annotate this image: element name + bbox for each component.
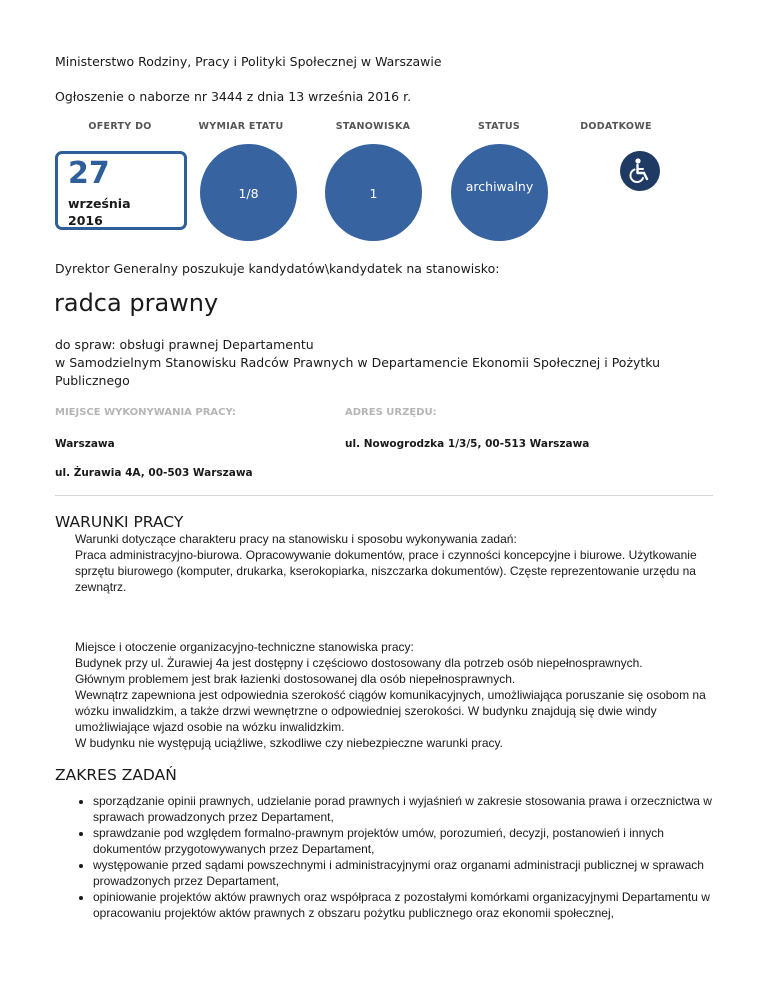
notice-number: Ogłoszenie o naborze nr 3444 z dnia 13 września 2016 r. bbox=[55, 89, 412, 104]
deadline-day: 27 bbox=[68, 156, 110, 191]
conditions-title: WARUNKI PRACY bbox=[55, 513, 184, 531]
office-address: ul. Nowogrodzka 1/3/5, 00-513 Warszawa bbox=[345, 438, 590, 450]
header-offers-until: OFERTY DO bbox=[88, 121, 152, 132]
job-title: radca prawny bbox=[54, 289, 219, 317]
header-additional: DODATKOWE bbox=[580, 121, 652, 132]
positions-count: 1 bbox=[369, 186, 378, 201]
deadline-year: 2016 bbox=[68, 213, 103, 228]
section-divider bbox=[55, 495, 713, 496]
conditions-p2-line-2: Budynek przy ul. Żurawiej 4a jest dostępny i częściowo dostosowany dla potrzeb osób niepełnosprawnych. bbox=[75, 656, 643, 670]
list-item: • występowanie przed sądami powszechnymi i administracyjnymi oraz organami administracji publicznej w sprawach prowadzonych przez Departament, bbox=[93, 857, 733, 889]
list-item: • sporządzanie opinii prawnych, udzielanie porad prawnych i wyjaśnień w zakresie stosowania prawa i orzecznictwa w sprawach prowadzonych przez Departament, bbox=[93, 793, 733, 825]
conditions-paragraph-2 bbox=[75, 639, 715, 751]
workplace-city: Warszawa bbox=[55, 438, 115, 450]
tasks-title: ZAKRES ZADAŃ bbox=[55, 766, 177, 784]
conditions-p1-line-1: Warunki dotyczące charakteru pracy na stanowisku i sposobu wykonywania zadań: bbox=[75, 532, 517, 546]
job-scope-line-2: w Samodzielnym Stanowisku Radców Prawnych w Departamencie Ekonomii Społecznej i Pożytku Publicznego bbox=[55, 355, 661, 388]
list-item: • opiniowanie projektów aktów prawnych oraz współpraca z pozostałymi komórkami organizacyjnymi Departamentu w opracowaniu projektów aktów prawnych z obszaru pożytku publicznego oraz ekonomii społecznej, bbox=[93, 889, 733, 921]
employment-fraction: 1/8 bbox=[238, 186, 259, 201]
job-scope-line-1: do spraw: obsługi prawnej Departamentu bbox=[55, 337, 314, 352]
conditions-p2-line-1: Miejsce i otoczenie organizacyjno-techniczne stanowiska pracy: bbox=[75, 640, 414, 654]
deadline-month: września bbox=[68, 196, 131, 211]
conditions-paragraph-1 bbox=[75, 531, 715, 595]
deadline-box bbox=[55, 151, 187, 230]
conditions-p2-line-3: Głównym problemem jest brak łazienki dostosowanej dla osób niepełnosprawnych. bbox=[75, 672, 516, 686]
tasks-list bbox=[75, 793, 733, 921]
conditions-p1-line-2: Praca administracyjno-biurowa. Opracowywanie dokumentów, prace i czynności koncepcyjne i biurowe. Użytkowanie sprzętu biurowego (komputer, drukarka, kserokopiarka, niszczarka dokumentów). Częste reprezentowanie urzędu na zewnątrz. bbox=[75, 548, 697, 594]
wheelchair-accessibility-icon bbox=[620, 151, 660, 191]
positions-circle bbox=[325, 144, 422, 241]
organization-name: Ministerstwo Rodziny, Pracy i Polityki Społecznej w Warszawie bbox=[55, 54, 442, 69]
header-employment: WYMIAR ETATU bbox=[198, 121, 284, 132]
office-address-label: ADRES URZĘDU: bbox=[345, 407, 437, 418]
header-positions: STANOWISKA bbox=[335, 121, 411, 132]
employment-circle bbox=[200, 144, 297, 241]
list-item: • sprawdzanie pod względem formalno-prawnym projektów umów, porozumień, decyzji, postanowień i innych dokumentów przygotowywanych przez Departament, bbox=[93, 825, 733, 857]
conditions-p2-line-4: Wewnątrz zapewniona jest odpowiednia szerokość ciągów komunikacyjnych, umożliwiająca poruszanie się osobom na wózku inwalidzkim, a także drzwi wewnętrzne o odpowiedniej szerokości. W budynku znajdują się dwie windy umożliwiające wjazd osobie na wózku inwalidzkim. bbox=[75, 688, 706, 734]
header-status: STATUS bbox=[477, 121, 521, 132]
workplace-address: ul. Żurawia 4A, 00-503 Warszawa bbox=[55, 467, 253, 479]
status-value: archiwalny bbox=[465, 179, 534, 194]
workplace-label: MIEJSCE WYKONYWANIA PRACY: bbox=[55, 407, 236, 418]
conditions-p2-line-5: W budynku nie występują uciążliwe, szkodliwe czy niebezpieczne warunki pracy. bbox=[75, 736, 503, 750]
job-scope bbox=[55, 336, 715, 390]
status-circle bbox=[451, 144, 548, 241]
lead-text: Dyrektor Generalny poszukuje kandydatów\kandydatek na stanowisko: bbox=[55, 261, 500, 276]
